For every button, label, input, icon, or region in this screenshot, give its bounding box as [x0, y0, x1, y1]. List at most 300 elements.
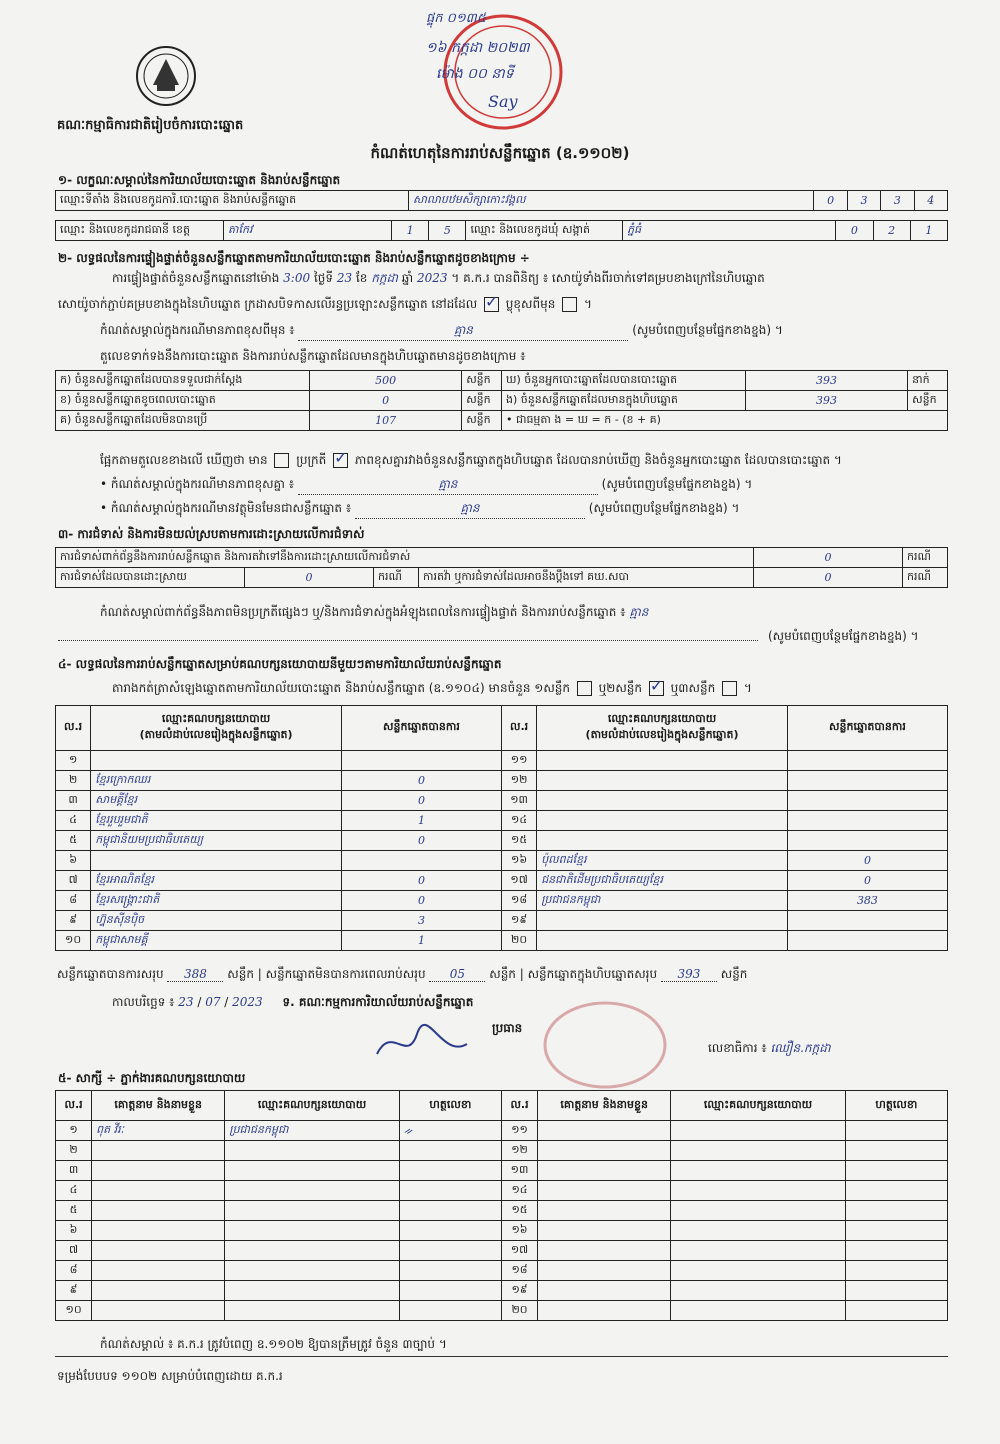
witness-name: [92, 1301, 225, 1321]
party-row: [56, 771, 948, 791]
footer-rule: [55, 1356, 948, 1357]
totals-line: សន្លឹកឆ្នោតបានការសរុប 388 សន្លឹក | សន្លឹកឆ្នោតមិនបានការពេលរាប់សរុប 05 សន្លឹក | សន្លឹកឆ្នោតក្នុងហិបឆ្នោតសរុប 393 សន្លឹក: [57, 967, 748, 981]
two-sheet-label: ឬ២សន្លឹក: [598, 681, 643, 695]
committee-stamp: [540, 1000, 670, 1093]
col-no: ល.រ: [56, 706, 91, 751]
party-votes: 0: [341, 831, 501, 851]
irregularity-note-line: [58, 640, 758, 641]
party-name: ខ្មែររួបរួមជាតិ: [91, 811, 342, 831]
verify-year: 2023: [416, 271, 448, 285]
party-no: ៦: [56, 851, 91, 871]
party-no: ៣: [56, 791, 91, 811]
party-name: ហ្វ៊ុនស៊ីនប៉ិច: [91, 911, 342, 931]
location-code-4: 4: [914, 191, 947, 211]
witness-party: [225, 1241, 399, 1261]
bullet-difference-hint: (សូមបំពេញបន្ថែមផ្នែកខាងខ្នង) ។: [601, 477, 753, 491]
party-name: [91, 851, 342, 871]
commune-code-2: 2: [873, 221, 910, 241]
party-no: ១៧: [501, 871, 536, 891]
witness-signature: [845, 1141, 947, 1161]
commune-value: ភ្នំធំ: [623, 221, 836, 241]
w-col-party-2: ឈ្មោះគណបក្សនយោបាយ: [671, 1091, 845, 1121]
bullet-foreign-label: • កំណត់សម្គាល់ក្នុងករណីមានវត្ថុមិនមែនជាសន្លឹកឆ្នោត ៖: [100, 501, 352, 515]
witness-signature: [845, 1201, 947, 1221]
witness-no: ១៩: [501, 1281, 537, 1301]
verify-month-label: ខែ: [355, 271, 368, 285]
party-votes: [787, 911, 947, 931]
bullet-difference-value: គ្មាន: [298, 476, 598, 495]
party-no: ១០: [56, 931, 91, 951]
secretary-name: ឈឿន.កក្កដា: [770, 1041, 831, 1055]
witness-table: [55, 1090, 948, 1321]
party-row: [56, 851, 948, 871]
committee-label: ទ. គណៈកម្មការការិយាល័យរាប់សន្លឹកឆ្នោត: [282, 995, 474, 1009]
witness-name: [92, 1261, 225, 1281]
party-row: [56, 751, 948, 771]
party-row: [56, 891, 948, 911]
difference-checkbox[interactable]: [333, 453, 348, 468]
irregularity-fill-hint: (សូមបំពេញបន្ថែមផ្នែកខាងខ្នង) ។: [768, 629, 919, 643]
witness-name: [538, 1221, 671, 1241]
party-name: ប្រជាជនកម្ពុជា: [537, 891, 788, 911]
witness-row: [56, 1181, 948, 1201]
party-votes: [787, 931, 947, 951]
party-row: [56, 871, 948, 891]
province-value: តាកែវ: [224, 221, 392, 241]
party-no: ១២: [501, 771, 536, 791]
witness-signature: [399, 1241, 501, 1261]
witness-party: [225, 1301, 399, 1321]
party-no: ៩: [56, 911, 91, 931]
witness-signature: [399, 1221, 501, 1241]
total-box-value: 393: [661, 967, 717, 982]
total-valid-value: 388: [167, 967, 223, 982]
party-no: ១៩: [501, 911, 536, 931]
party-name: [91, 751, 342, 771]
total-invalid-unit: សន្លឹក: [489, 967, 516, 981]
witness-name: [92, 1161, 225, 1181]
witness-party: [671, 1201, 845, 1221]
witness-party: [225, 1181, 399, 1201]
witness-party: [671, 1281, 845, 1301]
witness-no: ១: [56, 1121, 92, 1141]
party-votes: [787, 811, 947, 831]
location-code-1: 0: [814, 191, 847, 211]
party-votes: [341, 751, 501, 771]
two-sheet-checkbox[interactable]: [649, 681, 664, 696]
party-no: ២: [56, 771, 91, 791]
ballot-count-table: [55, 370, 948, 431]
witness-no: ៩: [56, 1281, 92, 1301]
witness-row: [56, 1121, 948, 1141]
different-label: ប្លុខុសពីមុន: [505, 297, 556, 311]
party-votes: 0: [341, 771, 501, 791]
form-title: កំណត់ហេតុនៃការរាប់សន្លឹកឆ្នោត (ឧ.១១០២): [370, 144, 630, 162]
date-day: 23: [178, 995, 194, 1009]
date-month: 07: [205, 995, 221, 1009]
resolved-unit: ករណី: [374, 568, 419, 588]
total-invalid-value: 05: [429, 967, 485, 982]
verification-line-1: [112, 270, 765, 288]
party-votes: 0: [341, 871, 501, 891]
different-checkbox[interactable]: [562, 297, 577, 312]
province-table: [55, 220, 948, 241]
witness-name: [538, 1241, 671, 1261]
witness-signature: [845, 1261, 947, 1281]
normal-label: ប្រក្រតី: [296, 453, 327, 467]
witness-signature: [845, 1221, 947, 1241]
witness-party: [225, 1281, 399, 1301]
party-name: [537, 911, 788, 931]
col-no-2: ល.រ: [501, 706, 536, 751]
stamp-signature: Say: [488, 92, 518, 111]
chair-label: ប្រធាន: [492, 1021, 523, 1035]
w-col-name: គោត្តនាម និងនាមខ្លួន: [92, 1091, 225, 1121]
irregularity-note: [100, 604, 950, 622]
spoiled-label: ខ) ចំនួនសន្លឹកឆ្នោតខូចពេលបោះឆ្នោត: [56, 391, 310, 411]
difference-note: [100, 322, 950, 341]
spoiled-unit: សន្លឹក: [462, 391, 502, 411]
stamp-line-2: ១៦ កក្កដា ២០២៣: [426, 40, 530, 56]
voters-value: 393: [745, 371, 907, 391]
witness-no: ១០: [56, 1301, 92, 1321]
witness-signature: [399, 1161, 501, 1181]
party-results-table: [55, 705, 948, 951]
witness-party: [671, 1221, 845, 1241]
spoiled-value: 0: [310, 391, 462, 411]
party-votes: [787, 771, 947, 791]
location-code-3: 3: [881, 191, 914, 211]
witness-no: ៥: [56, 1201, 92, 1221]
section2-title: ២- លទ្ធផលនៃការផ្ទៀងផ្ទាត់ចំនួនសន្លឹកឆ្នោតតាមការិយាល័យបោះឆ្នោត និងរាប់សន្លឹកឆ្នោតដូចខាងក្រោម ÷: [58, 251, 530, 265]
date-year: 2023: [232, 995, 263, 1009]
total-box-label: សន្លឹកឆ្នោតក្នុងហិបឆ្នោតសរុប: [527, 967, 658, 981]
witness-signature: ᨀ: [399, 1121, 501, 1141]
difference-label: ភាពខុសគ្នារវាងចំនួនសន្លឹកឆ្នោតក្នុងហិបឆ្នោត ដែលបានរាប់ឃើញ និងចំនួនអ្នកបោះឆ្នោត ដែលបានបោះឆ្នោត ។: [354, 453, 842, 467]
three-sheet-label: ឬ៣សន្លឹក: [670, 681, 716, 695]
resolved-label: ការជំទាស់ដែលបានដោះស្រាយ: [56, 568, 245, 588]
party-name: កម្ពុជានិយមប្រជាធិបតេយ្យ: [91, 831, 342, 851]
w-col-sign-2: ហត្ថលេខា: [845, 1091, 947, 1121]
verify-time: 3:00: [283, 271, 311, 285]
witness-signature: [399, 1201, 501, 1221]
total-valid-unit: សន្លឹក: [227, 967, 254, 981]
authority-name: គណៈកម្មាធិការជាតិរៀបចំការបោះឆ្នោត: [57, 118, 244, 133]
verification-line-2: សោយ៉ូចាក់ភ្ជាប់គម្របខាងក្នុងនៃហិបឆ្នោត ក្រដាសបិទកាសលើរន្ធប្រឡោះសន្លឹកឆ្នោត នៅដដែល ✓ ប្លុខុសពីមុន ។: [58, 296, 592, 314]
witness-row: [56, 1161, 948, 1181]
party-no: ១៦: [501, 851, 536, 871]
unused-value: 107: [310, 411, 462, 431]
complaint-value: 0: [754, 548, 903, 568]
secretary-label: លេខាធិការ ៖: [708, 1041, 767, 1055]
irregularity-note-label: កំណត់សម្គាល់ពាក់ព័ន្ធនឹងភាពមិនប្រក្រតីផ្សេងៗ ឬ/និងការជំទាស់ក្នុងអំឡុងពេលនៃការផ្ទៀងផ្ទាត់ និងការរាប់សន្លឹកឆ្នោត ៖: [100, 605, 626, 619]
received-label: ក) ចំនួនសន្លឹកឆ្នោតដែលបានទទួលជាក់ស្តែង: [56, 371, 310, 391]
section1-title: ១- លក្ខណៈសម្គាល់នៃការិយាល័យបោះឆ្នោត និងរាប់សន្លឹកឆ្នោត: [58, 173, 341, 187]
w-col-sign: ហត្ថលេខា: [399, 1091, 501, 1121]
witness-no: ៧: [56, 1241, 92, 1261]
commune-label: ឈ្មោះ និងលេខកូដឃុំ សង្កាត់: [466, 221, 623, 241]
party-no: ៧: [56, 871, 91, 891]
col-party-label: ឈ្មោះគណបក្សនយោបាយ: [161, 712, 271, 725]
witness-no: ១៣: [501, 1161, 537, 1181]
witness-name: [538, 1121, 671, 1141]
bullet-foreign-value: គ្មាន: [355, 500, 585, 519]
w-col-party: ឈ្មោះគណបក្សនយោបាយ: [225, 1091, 399, 1121]
witness-no: ១៧: [501, 1241, 537, 1261]
irregularity-note-value: គ្មាន: [629, 605, 649, 619]
party-name: [537, 931, 788, 951]
party-row: [56, 811, 948, 831]
witness-no: ១៥: [501, 1201, 537, 1221]
three-sheet-checkbox[interactable]: [722, 681, 737, 696]
witness-signature: [845, 1301, 947, 1321]
witness-name: [92, 1181, 225, 1201]
witness-no: ២០: [501, 1301, 537, 1321]
witness-name: [92, 1201, 225, 1221]
witness-name: [538, 1281, 671, 1301]
province-code-1: 1: [392, 221, 429, 241]
bullet-difference: [100, 476, 950, 495]
party-row: [56, 791, 948, 811]
section5-title: ៥- សាក្សី ÷ ភ្នាក់ងារគណបក្សនយោបាយ: [58, 1071, 246, 1085]
witness-party: [225, 1161, 399, 1181]
in-box-unit: សន្លឹក: [908, 391, 948, 411]
party-votes: 0: [341, 791, 501, 811]
witness-no: ១៦: [501, 1221, 537, 1241]
witness-signature: [399, 1141, 501, 1161]
witness-signature: [845, 1281, 947, 1301]
witness-no: ១៨: [501, 1261, 537, 1281]
appeal-unit: ករណី: [903, 568, 948, 588]
in-box-value: 393: [745, 391, 907, 411]
difference-fill-hint: (សូមបំពេញបន្ថែមផ្នែកខាងខ្នង) ។: [632, 323, 783, 337]
commune-code-1: 0: [836, 221, 873, 241]
appeal-value: 0: [754, 568, 903, 588]
voters-unit: នាក់: [908, 371, 948, 391]
party-no: ៤: [56, 811, 91, 831]
in-box-label: ង) ចំនួនសន្លឹកឆ្នោតដែលមានក្នុងហិបឆ្នោត: [501, 391, 745, 411]
verify-month: កក្កដា: [371, 271, 398, 285]
total-valid-label: សន្លឹកឆ្នោតបានការសរុប: [57, 967, 164, 981]
province-code-2: 5: [429, 221, 466, 241]
party-no: ២០: [501, 931, 536, 951]
party-no: ១៣: [501, 791, 536, 811]
witness-no: ៨: [56, 1261, 92, 1281]
bullet-foreign: [100, 500, 950, 519]
witness-party: [671, 1301, 845, 1321]
verify-rest: ។ គ.ក.រ បានពិនិត្យ ៖ សោយ៉ូទាំងពីរចាក់ទៅគម្របខាងក្រៅនៃហិបឆ្នោត: [451, 271, 765, 285]
received-value: 500: [310, 371, 462, 391]
footnote: កំណត់សម្គាល់ ៖ គ.ក.រ ត្រូវបំពេញ ឧ.១១០២ ឱ្យបានត្រឹមត្រូវ ចំនួន ៣ច្បាប់ ។: [100, 1337, 447, 1351]
witness-name: [538, 1161, 671, 1181]
tally-sheet-label: តារាងកត់ត្រាសំឡេងឆ្នោតតាមការិយាល័យបោះឆ្នោត និងរាប់សន្លឹកឆ្នោត (ឧ.១១០៤) មានចំនួន ១សន្លឹក: [112, 681, 570, 695]
col-party-2: [537, 706, 788, 751]
party-no: ១: [56, 751, 91, 771]
witness-no: ៣: [56, 1161, 92, 1181]
party-no: ១៨: [501, 891, 536, 911]
party-votes: [787, 751, 947, 771]
resolved-value: 0: [245, 568, 374, 588]
form-footer: ទម្រង់បែបបទ ១១០២ សម្រាប់បំពេញដោយ គ.ក.រ: [57, 1369, 283, 1383]
witness-name: ពុត វីរៈ: [92, 1121, 225, 1141]
witness-no: ៦: [56, 1221, 92, 1241]
party-row: [56, 831, 948, 851]
party-votes: [787, 831, 947, 851]
col-party: [91, 706, 342, 751]
witness-signature: [399, 1261, 501, 1281]
normal-checkbox[interactable]: [274, 453, 289, 468]
location-value: សាលាបឋមសិក្សាកោះវង្គល: [408, 191, 814, 211]
one-sheet-checkbox[interactable]: [577, 681, 592, 696]
party-votes: 1: [341, 931, 501, 951]
witness-name: [92, 1221, 225, 1241]
difference-note-label: កំណត់សម្គាល់ក្នុងករណីមានភាពខុសពីមុន ៖: [100, 323, 295, 337]
witness-no: ១១: [501, 1121, 537, 1141]
witness-party: [225, 1221, 399, 1241]
witness-name: [92, 1141, 225, 1161]
location-table: [55, 190, 948, 211]
witness-name: [538, 1261, 671, 1281]
witness-party: [671, 1241, 845, 1261]
party-row: [56, 931, 948, 951]
verify-seal-text: សោយ៉ូចាក់ភ្ជាប់គម្របខាងក្នុងនៃហិបឆ្នោត ក្រដាសបិទកាសលើរន្ធប្រឡោះសន្លឹកឆ្នោត នៅដដែល: [58, 297, 478, 311]
verify-year-label: ឆ្នាំ: [401, 271, 414, 285]
col-votes: សន្លឹកឆ្នោតបានការ: [341, 706, 501, 751]
party-name: [537, 831, 788, 851]
comparison-line: [100, 452, 842, 470]
col-party-label-2: ឈ្មោះគណបក្សនយោបាយ: [607, 712, 717, 725]
verify-day: 23: [336, 271, 353, 285]
party-name: សាមគ្គីខ្មែរ: [91, 791, 342, 811]
province-label: ឈ្មោះ និងលេខកូដរាជធានី ខេត្ត: [56, 221, 224, 241]
witness-row: [56, 1301, 948, 1321]
w-col-name-2: គោត្តនាម និងនាមខ្លួន: [538, 1091, 671, 1121]
party-name: ជនជាតិដើមប្រជាធិបតេយ្យខ្មែរ: [537, 871, 788, 891]
section4-title: ៤- លទ្ធផលនៃការរាប់សន្លឹកឆ្នោតសម្រាប់គណបក្សនយោបាយនីមួយៗតាមការិយាល័យរាប់សន្លឹកឆ្នោត: [58, 657, 502, 671]
unused-label: គ) ចំនួនសន្លឹកឆ្នោតដែលមិនបានប្រើ: [56, 411, 310, 431]
difference-note-value: គ្មាន: [298, 322, 628, 341]
w-col-no: ល.រ: [56, 1091, 92, 1121]
witness-name: [538, 1301, 671, 1321]
result-intro: តួលេខទាក់ទងនឹងការបោះឆ្នោត និងការរាប់សន្លឹកឆ្នោតដែលមានក្នុងហិបឆ្នោតមានដូចខាងក្រោម ៖: [100, 349, 526, 363]
witness-name: [538, 1201, 671, 1221]
witness-no: ២: [56, 1141, 92, 1161]
party-name: [537, 791, 788, 811]
party-name: [537, 771, 788, 791]
party-no: ១៤: [501, 811, 536, 831]
witness-name: [92, 1281, 225, 1301]
bullet-foreign-hint: (សូមបំពេញបន្ថែមផ្នែកខាងខ្នង) ។: [588, 501, 740, 515]
formula-note: • ជាធម្មតា ង = ឃ = ក - (ខ + គ): [501, 411, 947, 431]
witness-no: ១៤: [501, 1181, 537, 1201]
party-votes: 1: [341, 811, 501, 831]
complaint-unit: ករណី: [903, 548, 948, 568]
witness-party: [671, 1121, 845, 1141]
party-name: កម្ពុជាសាមគ្គី: [91, 931, 342, 951]
witness-party: [671, 1181, 845, 1201]
witness-party: [671, 1161, 845, 1181]
witness-no: ៤: [56, 1181, 92, 1201]
secretary-line: [708, 1040, 831, 1058]
witness-signature: [845, 1181, 947, 1201]
witness-party: [225, 1261, 399, 1281]
appeal-label: ការតវ៉ា ឬការជំទាស់ដែលអាចនឹងប្តឹងទៅ គឃ.សបា: [419, 568, 754, 588]
party-no: ៥: [56, 831, 91, 851]
witness-party: [225, 1201, 399, 1221]
complaint-label: ការជំទាស់ពាក់ព័ន្ធនឹងការរាប់សន្លឹកឆ្នោត និងការតវ៉ាទៅនឹងការដោះស្រាយលើការជំទាស់: [56, 548, 754, 568]
party-votes: 0: [341, 891, 501, 911]
complaint-table: [55, 547, 948, 588]
section3-title: ៣- ការជំទាស់ និងការមិនយល់ស្របតាមការដោះស្រាយលើការជំទាស់: [58, 527, 365, 541]
witness-name: [92, 1241, 225, 1261]
party-row: [56, 911, 948, 931]
witness-signature: [845, 1241, 947, 1261]
witness-row: [56, 1201, 948, 1221]
stamp-line-1: ផ្ទុក ០១៣៥: [426, 11, 486, 26]
emblem-logo: [135, 45, 197, 107]
total-box-unit: សន្លឹក: [720, 967, 748, 981]
party-name: ប៉ុលពដខ្មែរ: [537, 851, 788, 871]
party-votes: 3: [341, 911, 501, 931]
witness-signature: [845, 1121, 947, 1141]
col-votes-2: សន្លឹកឆ្នោតបានការ: [787, 706, 947, 751]
party-name: ខ្មែរក្រោកឈរ: [91, 771, 342, 791]
stamp-line-3: ម៉ោង ០០ នាទី: [436, 66, 514, 82]
witness-party: [671, 1141, 845, 1161]
commune-code-3: 1: [910, 221, 947, 241]
witness-signature: [845, 1161, 947, 1181]
col-party-sub-2: (តាមលំដាប់លេខរៀងក្នុងសន្លឹកឆ្នោត): [585, 728, 739, 741]
witness-party: ប្រជាជនកម្ពុជា: [225, 1121, 399, 1141]
party-votes: [787, 791, 947, 811]
w-col-no-2: ល.រ: [501, 1091, 537, 1121]
voters-label: ឃ) ចំនួនអ្នកបោះឆ្នោតដែលបានបោះឆ្នោត: [501, 371, 745, 391]
witness-row: [56, 1281, 948, 1301]
party-no: ៨: [56, 891, 91, 911]
party-no: ១១: [501, 751, 536, 771]
party-votes: 383: [787, 891, 947, 911]
party-votes: 0: [787, 851, 947, 871]
party-name: [537, 811, 788, 831]
same-checkbox[interactable]: [484, 297, 499, 312]
party-name: ខ្មែរសង្គ្រោះជាតិ: [91, 891, 342, 911]
witness-signature: [399, 1281, 501, 1301]
witness-party: [671, 1261, 845, 1281]
witness-name: [538, 1181, 671, 1201]
witness-row: [56, 1221, 948, 1241]
witness-row: [56, 1241, 948, 1261]
witness-row: [56, 1261, 948, 1281]
received-unit: សន្លឹក: [462, 371, 502, 391]
chair-signature: [372, 1014, 472, 1071]
witness-row: [56, 1141, 948, 1161]
date-line: កាលបរិច្ឆេទ ៖ 23 / 07 / 2023 ទ. គណៈកម្មការការិយាល័យរាប់សន្លឹកឆ្នោត: [112, 995, 474, 1009]
location-code-2: 3: [847, 191, 880, 211]
comparison-label: ផ្អែកតាមតួលេខខាងលើ ឃើញថា មាន: [100, 453, 268, 467]
witness-no: ១២: [501, 1141, 537, 1161]
witness-signature: [399, 1301, 501, 1321]
party-no: ១៥: [501, 831, 536, 851]
bullet-difference-label: • កំណត់សម្គាល់ក្នុងករណីមានភាពខុសគ្នា ៖: [100, 477, 295, 491]
party-votes: 0: [787, 871, 947, 891]
unused-unit: សន្លឹក: [462, 411, 502, 431]
witness-signature: [399, 1181, 501, 1201]
witness-party: [225, 1141, 399, 1161]
party-name: ខ្មែរអាណិតខ្មែរ: [91, 871, 342, 891]
total-invalid-label: សន្លឹកឆ្នោតមិនបានការពេលរាប់សរុប: [265, 967, 426, 981]
col-party-sub: (តាមលំដាប់លេខរៀងក្នុងសន្លឹកឆ្នោត): [139, 728, 293, 741]
verify-time-label: ការផ្ទៀងផ្ទាត់ចំនួនសន្លឹកឆ្នោតនៅម៉ោង: [112, 271, 280, 285]
